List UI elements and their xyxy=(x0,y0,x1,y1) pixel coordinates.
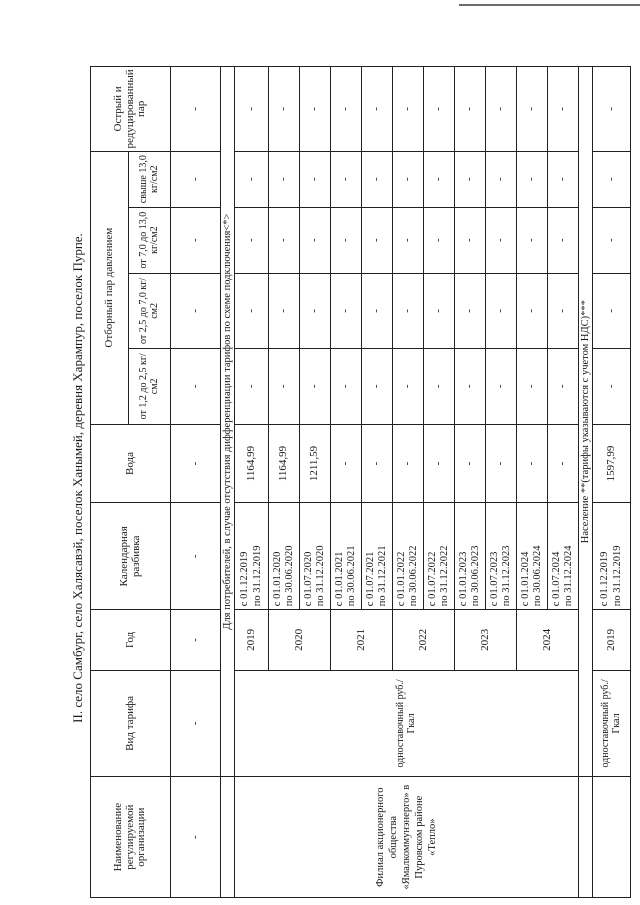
table-row: с 01.07.2021 по 31.12.2021 - - - - - - xyxy=(362,67,393,898)
water-value-population: 1597,99 xyxy=(593,424,631,503)
table-row: одноставочный руб./Гкал 2019 с 01.12.2019 по 31.12.2019 1597,99 - - - - - xyxy=(593,67,631,898)
cell-calendar: - xyxy=(171,503,221,610)
header-tariff-type: Вид тарифа xyxy=(91,670,171,777)
year-2020: 2020 xyxy=(269,610,331,670)
tariff-table xyxy=(90,66,631,898)
header-live-steam: Острый и редуцированный пар xyxy=(91,67,171,152)
period-cell: с 01.07.2024 по 31.12.2024 xyxy=(548,503,579,610)
period-cell: с 01.12.2019 по 31.12.2019 xyxy=(235,503,269,610)
table-row: с 01.07.2024 по 31.12.2024 - - - - - - xyxy=(548,67,579,898)
table-row: 2024 с 01.01.2024 по 30.06.2024 - - - - - - xyxy=(517,67,548,898)
table-row: 2021 с 01.01.2021 по 30.06.2021 - - - - - - xyxy=(331,67,362,898)
period-cell: с 01.01.2020 по 30.06.2020 xyxy=(269,503,300,610)
table-row: с 01.07.2022 по 31.12.2022 - - - - - - xyxy=(424,67,455,898)
header-p1: от 1,2 до 2,5 кг/см2 xyxy=(129,349,171,424)
rotated-page xyxy=(68,58,623,898)
corner-rule xyxy=(459,4,640,6)
period-cell: с 01.07.2021 по 31.12.2021 xyxy=(362,503,393,610)
year-2022: 2022 xyxy=(393,610,455,670)
period-cell: с 01.07.2023 по 31.12.2023 xyxy=(486,503,517,610)
header-p4: свыше 13,0 кг/см2 xyxy=(129,151,171,207)
cell-p1: - xyxy=(171,349,221,424)
period-cell: с 01.01.2024 по 30.06.2024 xyxy=(517,503,548,610)
header-p2: от 2,5 до 7,0 кг/см2 xyxy=(129,273,171,348)
header-steam-group: Отборный пар давлением xyxy=(91,151,129,424)
header-year: Год xyxy=(91,610,171,670)
table-row: с 01.07.2023 по 31.12.2023 - - - - - - xyxy=(486,67,517,898)
table-row: 2023 с 01.01.2023 по 30.06.2023 - - - - - - xyxy=(455,67,486,898)
table-row: 2020 с 01.01.2020 по 30.06.2020 1164,99 - - - - - xyxy=(269,67,300,898)
period-cell: с 01.01.2023 по 30.06.2023 xyxy=(455,503,486,610)
year-2023: 2023 xyxy=(455,610,517,670)
year-2024: 2024 xyxy=(517,610,579,670)
cell-year: - xyxy=(171,610,221,670)
water-value: 1164,99 xyxy=(235,424,269,503)
table-row: с 01.07.2020 по 31.12.2020 1211,59 - - - - - xyxy=(300,67,331,898)
period-cell: с 01.01.2022 по 30.06.2022 xyxy=(393,503,424,610)
cell-p4: - xyxy=(171,151,221,207)
period-cell: с 01.07.2022 по 31.12.2022 xyxy=(424,503,455,610)
tariff-unit-population: одноставочный руб./Гкал xyxy=(593,670,631,777)
year-2019: 2019 xyxy=(235,610,269,670)
population-note: Население **(тарифы указываются с учетом НДС)*** xyxy=(579,67,593,777)
period-cell: с 01.01.2021 по 30.06.2021 xyxy=(331,503,362,610)
cell-p2: - xyxy=(171,273,221,348)
year-2019-population: 2019 xyxy=(593,610,631,670)
header-p3: от 7,0 до 13,0 кг/см2 xyxy=(129,207,171,273)
water-value: 1211,59 xyxy=(300,424,331,503)
table-row: Филиал акционерного общества «Ямалкоммунэнерго» в Пуровском районе «Тепло» одноставочный руб./Гкал 2019 с 01.12.2019 по 31.12.2019 1164,99 - - - - - xyxy=(235,67,269,898)
year-2021: 2021 xyxy=(331,610,393,670)
cell-water: - xyxy=(171,424,221,503)
table-row xyxy=(171,67,221,898)
organization-name: Филиал акционерного общества «Ямалкоммунэнерго» в Пуровском районе «Тепло» xyxy=(235,777,579,898)
consumers-note: Для потребителей, в случае отсутствия дифференциации тарифов по схеме подключения<*> xyxy=(221,67,235,777)
table-row: 2022 с 01.01.2022 по 30.06.2022 - - - - - - xyxy=(393,67,424,898)
period-cell: с 01.07.2020 по 31.12.2020 xyxy=(300,503,331,610)
section-title: II. село Самбург, село Халясавэй, поселок Ханымей, деревня Харампур, поселок Пурпе. xyxy=(70,233,85,723)
header-water: Вода xyxy=(91,424,171,503)
cell-live-steam: - xyxy=(171,67,221,152)
header-org: Наименование регулируемой организации xyxy=(91,777,171,898)
cell-p3: - xyxy=(171,207,221,273)
header-calendar: Календарная разбивка xyxy=(91,503,171,610)
water-value: 1164,99 xyxy=(269,424,300,503)
period-cell: с 01.12.2019 по 31.12.2019 xyxy=(593,503,631,610)
cell-org: - xyxy=(171,777,221,898)
tariff-unit: одноставочный руб./Гкал xyxy=(235,670,579,777)
cell-tariff-type: - xyxy=(171,670,221,777)
